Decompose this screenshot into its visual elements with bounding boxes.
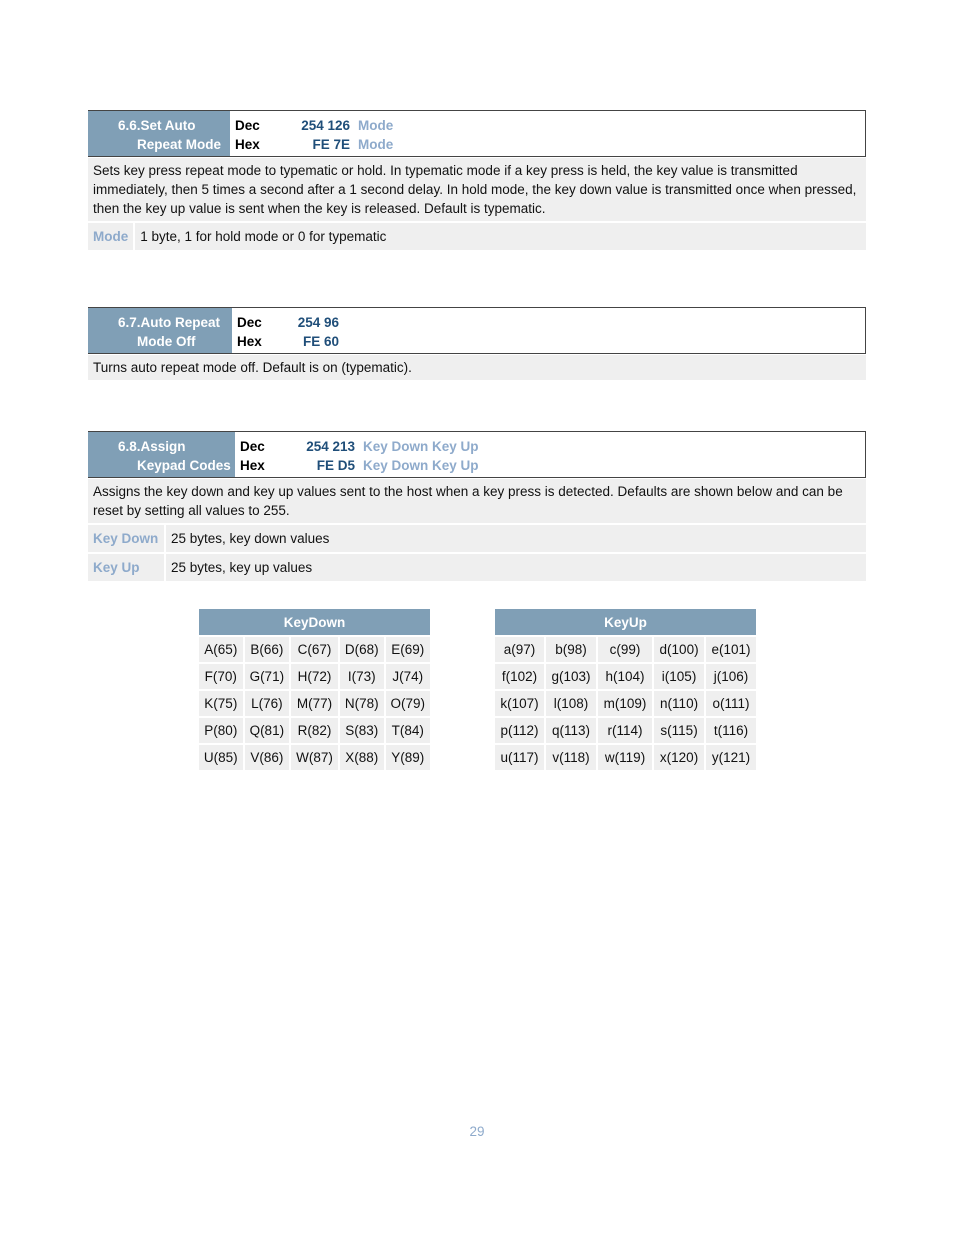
section-set-auto-repeat-mode — [88, 110, 866, 250]
table-cell: X(88) — [340, 745, 384, 770]
table-row — [199, 637, 430, 662]
table-row — [495, 718, 756, 743]
table-cell: I(73) — [340, 664, 384, 689]
table-cell: U(85) — [199, 745, 243, 770]
table-cell: e(101) — [706, 637, 756, 662]
table-cell: Y(89) — [386, 745, 430, 770]
table-cell: i(105) — [654, 664, 704, 689]
dec-value: 254 96 — [297, 315, 339, 330]
table-cell: f(102) — [495, 664, 544, 689]
dec-label: Dec — [240, 439, 265, 454]
table-cell: R(82) — [291, 718, 338, 743]
table-cell: r(114) — [598, 718, 652, 743]
table-cell: l(108) — [546, 691, 596, 716]
command-title: 6.6.Set Auto Repeat Mode — [88, 111, 230, 156]
table-cell: v(118) — [546, 745, 596, 770]
dec-label: Dec — [237, 315, 262, 330]
table-cell: L(76) — [245, 691, 289, 716]
table-cell: o(111) — [706, 691, 756, 716]
dec-param: Mode — [358, 118, 394, 133]
page-number: 29 — [469, 1124, 485, 1139]
hex-value: FE D5 — [316, 458, 355, 473]
keyup-table — [493, 607, 758, 772]
section-auto-repeat-mode-off — [88, 307, 866, 380]
table-cell: D(68) — [340, 637, 384, 662]
table-cell: y(121) — [706, 745, 756, 770]
hex-label: Hex — [240, 458, 265, 473]
table-cell: g(103) — [546, 664, 596, 689]
command-header — [88, 110, 866, 157]
param-desc: 1 byte, 1 for hold mode or 0 for typematic — [140, 229, 387, 244]
table-cell: P(80) — [199, 718, 243, 743]
command-description: Assigns the key down and key up values sent to the host when a key press is detected. Defaults are shown below and can be reset by setting all values to 255. — [88, 479, 866, 523]
param-row — [88, 223, 866, 250]
command-codes — [232, 308, 347, 353]
table-cell: j(106) — [706, 664, 756, 689]
table-row — [495, 664, 756, 689]
table-cell: h(104) — [598, 664, 652, 689]
table-row — [495, 691, 756, 716]
dec-value: 254 126 — [301, 118, 350, 133]
dec-label: Dec — [235, 118, 260, 133]
table-cell: s(115) — [654, 718, 704, 743]
table-cell: p(112) — [495, 718, 544, 743]
table-cell: B(66) — [245, 637, 289, 662]
param-desc: 25 bytes, key down values — [171, 531, 330, 546]
hex-param: Mode — [358, 137, 394, 152]
param-row — [88, 554, 866, 581]
command-description: Sets key press repeat mode to typematic or hold. In typematic mode if a key press is held, the key value is transmitted immediately, then 5 times a second after a 1 second delay. In hold mode, the key down value is transmitted once when pressed, then the key up value is sent when the key is released. Default is typematic. — [88, 158, 866, 221]
table-cell: T(84) — [386, 718, 430, 743]
hex-param: Key Down Key Up — [363, 458, 479, 473]
table-cell: m(109) — [598, 691, 652, 716]
dec-param: Key Down Key Up — [363, 439, 479, 454]
table-cell: H(72) — [291, 664, 338, 689]
hex-label: Hex — [237, 334, 262, 349]
table-cell: C(67) — [291, 637, 338, 662]
table-cell: M(77) — [291, 691, 338, 716]
table-row — [495, 637, 756, 662]
table-cell: J(74) — [386, 664, 430, 689]
hex-value: FE 7E — [312, 137, 350, 152]
table-cell: x(120) — [654, 745, 704, 770]
table-cell: G(71) — [245, 664, 289, 689]
table-cell: A(65) — [199, 637, 243, 662]
table-cell: d(100) — [654, 637, 704, 662]
table-row — [199, 718, 430, 743]
table-cell: Q(81) — [245, 718, 289, 743]
param-desc: 25 bytes, key up values — [171, 560, 313, 575]
command-title: 6.8.Assign Keypad Codes — [88, 432, 235, 477]
dec-value: 254 213 — [306, 439, 355, 454]
command-header — [88, 431, 866, 478]
table-cell: b(98) — [546, 637, 596, 662]
table-cell: K(75) — [199, 691, 243, 716]
table-row — [495, 745, 756, 770]
section-assign-keypad-codes — [88, 431, 866, 581]
table-cell: S(83) — [340, 718, 384, 743]
table-cell: F(70) — [199, 664, 243, 689]
param-name: Key Down — [88, 525, 166, 552]
param-row — [88, 525, 866, 552]
param-name: Key Up — [88, 554, 166, 581]
hex-value: FE 60 — [302, 334, 339, 349]
keydown-table-header: KeyDown — [199, 609, 430, 635]
param-name: Mode — [88, 223, 135, 250]
command-title: 6.7.Auto Repeat Mode Off — [88, 308, 232, 353]
table-cell: W(87) — [291, 745, 338, 770]
table-cell: q(113) — [546, 718, 596, 743]
table-cell: a(97) — [495, 637, 544, 662]
keydown-table — [197, 607, 432, 772]
command-description: Turns auto repeat mode off. Default is on (typematic). — [88, 355, 866, 380]
table-cell: u(117) — [495, 745, 544, 770]
hex-label: Hex — [235, 137, 260, 152]
table-cell: k(107) — [495, 691, 544, 716]
table-row — [199, 691, 430, 716]
command-codes — [235, 432, 479, 477]
table-cell: N(78) — [340, 691, 384, 716]
table-cell: n(110) — [654, 691, 704, 716]
table-row — [199, 664, 430, 689]
command-header — [88, 307, 866, 354]
table-cell: c(99) — [598, 637, 652, 662]
table-cell: E(69) — [386, 637, 430, 662]
command-codes — [230, 111, 393, 156]
table-cell: V(86) — [245, 745, 289, 770]
table-cell: O(79) — [386, 691, 430, 716]
table-cell: t(116) — [706, 718, 756, 743]
keyup-table-header: KeyUp — [495, 609, 756, 635]
table-row — [199, 745, 430, 770]
table-cell: w(119) — [598, 745, 652, 770]
